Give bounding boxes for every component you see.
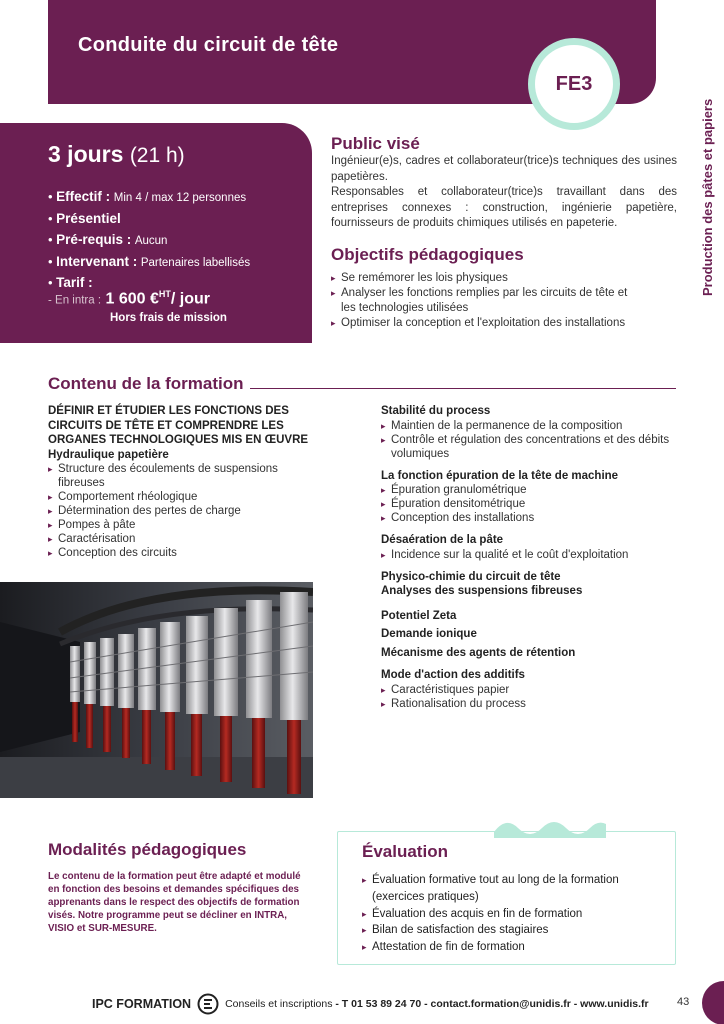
content-list — [381, 419, 681, 461]
objectives-section — [331, 245, 677, 331]
course-duration — [48, 141, 185, 168]
footer-brand: IPC FORMATION — [92, 997, 192, 1011]
info-label: Intervenant : — [56, 253, 138, 269]
evaluation-item: ▸ Attestation de fin de formation — [362, 939, 662, 956]
cleaner-bank-illustration — [0, 582, 313, 798]
page-title: Conduite du circuit de tête — [78, 34, 339, 56]
info-item: • Intervenant : Partenaires labellisés — [48, 253, 251, 269]
info-label: Effectif : — [56, 189, 111, 204]
evaluation-item: ▸ Évaluation formative tout au long de la formation (exercices pratiques) — [362, 872, 662, 906]
page-number: 43 — [677, 996, 690, 1008]
info-value: Aucun — [134, 235, 168, 247]
topic-title: Physico-chimie du circuit de tête — [381, 570, 561, 583]
list-item: ▸ Incidence sur la qualité et le coût d'exploitation — [381, 548, 681, 562]
evaluation-item: ▸ Évaluation des acquis en fin de formation — [362, 906, 662, 923]
course-info-panel — [0, 123, 312, 343]
info-value: Partenaires labellisés — [140, 256, 251, 269]
content-subheading: Hydraulique papetière — [48, 448, 169, 461]
info-item: • Présentiel — [48, 210, 121, 226]
topic-title: Désaération de la pâte — [381, 534, 504, 546]
topic-title: Mode d'action des additifs — [381, 669, 525, 681]
course-code-badge — [528, 38, 620, 130]
list-item: ▸ Caractérisation — [48, 532, 316, 546]
list-item: ▸ Caractéristiques papier — [381, 683, 681, 697]
objective-item: ▸ Analyser les fonctions remplies par les circuits de tête et les technologies utilisées — [331, 286, 641, 316]
objective-item: ▸ Optimiser la conception et l'exploitation des installations — [331, 316, 677, 331]
list-item: ▸ Contrôle et régulation des concentrations et des débits volumiques — [381, 433, 681, 461]
duration-days: 3 jours — [48, 141, 124, 167]
teaching-methods-section — [48, 840, 312, 935]
footer-contact-details: - T 01 53 89 24 70 - contact.formation@unidis.fr - www.unidis.fr — [335, 998, 649, 1010]
info-value: Min 4 / max 12 personnes — [113, 192, 247, 204]
topic-title: Potentiel Zeta — [381, 609, 457, 622]
content-right-column — [381, 404, 681, 711]
evaluation-list — [362, 872, 662, 956]
topic-title: La fonction épuration de la tête de machine — [381, 469, 619, 482]
topic-title: Demande ionique — [381, 628, 477, 640]
course-info-list — [48, 189, 250, 297]
objectives-title: Objectifs pédagogiques — [331, 245, 524, 264]
list-item: ▸ Maintien de la permanence de la composition — [381, 419, 681, 433]
list-item: ▸ Structure des écoulements de suspensions fibreuses — [48, 462, 316, 490]
price-fees-note: Hors frais de mission — [110, 312, 227, 324]
content-list — [381, 683, 681, 711]
content-section-header — [48, 374, 676, 396]
objectives-list — [331, 271, 677, 331]
topic-title: Mécanisme des agents de rétention — [381, 646, 576, 659]
content-list — [381, 483, 681, 525]
footer-contact-label: Conseils et inscriptions — [225, 998, 333, 1010]
price-unit: / jour — [170, 290, 211, 308]
teaching-methods-title: Modalités pédagogiques — [48, 840, 247, 859]
industrial-photo — [0, 582, 313, 798]
content-title: Contenu de la formation — [48, 374, 250, 394]
topic-title: Analyses des suspensions fibreuses — [381, 585, 583, 597]
price-prefix: - En intra : — [48, 294, 102, 307]
footer — [92, 994, 672, 1014]
price-value: 1 600 € — [105, 290, 159, 308]
teaching-methods-text: Le contenu de la formation peut être adapté et modulé en fonction des besoins et demandes spécifiques des apprenants dans le respect des objectifs de formation visés. Notre programme peut se décliner en INTRA, VISIO et SUR-MESURE. — [48, 871, 301, 934]
content-list — [381, 548, 681, 562]
evaluation-title: Évaluation — [362, 842, 448, 861]
info-label: Pré-requis : — [56, 232, 132, 247]
section-side-label: Production des pâtes et papiers — [700, 98, 715, 296]
list-item: ▸ Rationalisation du process — [381, 697, 681, 711]
list-item: ▸ Pompes à pâte — [48, 518, 316, 532]
topic-title: Stabilité du process — [381, 405, 491, 417]
price-tax-label: HT — [158, 289, 171, 299]
content-main-heading: DÉFINIR ET ÉTUDIER LES FONCTIONS DES CIRCUITS DE TÊTE ET COMPRENDRE LES ORGANES TECHNOLOGIQUES MIS EN ŒUVRE — [48, 405, 309, 446]
page-tab-marker — [702, 981, 724, 1024]
info-label: Présentiel — [56, 210, 121, 226]
duration-hours: (21 h) — [129, 144, 185, 167]
footer-contact — [225, 998, 649, 1010]
list-item: ▸ Épuration densitométrique — [381, 497, 681, 511]
target-audience-text: Responsables et collaborateur(trice)s travaillant dans des entreprises connexes : construction, ingénierie papetière, fournisseurs de produits chimiques utilisés en papeterie. — [331, 186, 677, 229]
target-audience-section — [331, 134, 677, 232]
list-item: ▸ Conception des installations — [381, 511, 681, 525]
info-item: • Effectif : Min 4 / max 12 personnes — [48, 189, 247, 204]
list-item: ▸ Détermination des pertes de charge — [48, 504, 316, 518]
content-list — [48, 462, 316, 560]
ipc-logo-icon — [197, 993, 219, 1015]
course-code: FE3 — [555, 72, 593, 95]
evaluation-box — [337, 831, 676, 965]
list-item: ▸ Épuration granulométrique — [381, 483, 681, 497]
info-item: • Tarif : — [48, 275, 93, 290]
content-left-column — [48, 404, 316, 560]
info-label: Tarif : — [56, 275, 93, 290]
evaluation-item: ▸ Bilan de satisfaction des stagiaires — [362, 922, 662, 939]
info-item: • Pré-requis : Aucun — [48, 232, 168, 247]
list-item: ▸ Comportement rhéologique — [48, 490, 316, 504]
target-audience-title: Public visé — [331, 134, 420, 153]
objective-item: ▸ Se remémorer les lois physiques — [331, 271, 677, 286]
list-item: ▸ Conception des circuits — [48, 546, 316, 560]
target-audience-text: Ingénieur(e)s, cadres et collaborateur(trice)s techniques des usines papetières. — [331, 155, 677, 183]
price-row — [48, 289, 210, 308]
